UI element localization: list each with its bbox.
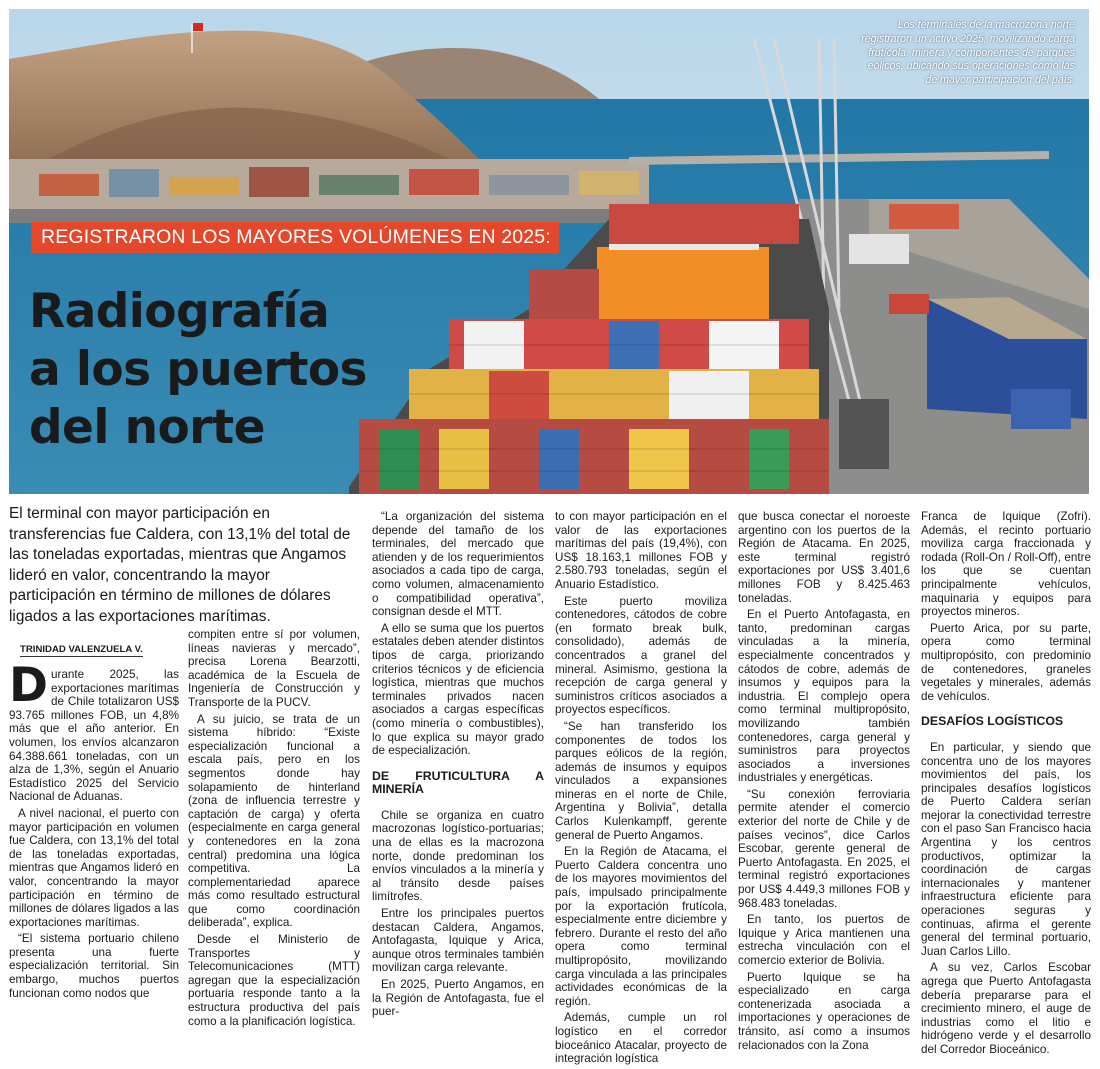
paragraph-text: urante 2025, las exportaciones marítimas de Chile totalizaron US$ 93.765 millones FOB, un 4,8% más que el año anterior. En volumen, los envíos alcanzaron 64.388.661 toneladas, con un alza de 1,3%, según el Anuario Estadístico 2025 del Servicio Nacional de Aduanas. bbox=[9, 668, 179, 804]
paragraph: A su vez, Carlos Escobar agrega que Puerto Antofagasta debería prepararse para el crecimiento minero, el auge de industrias como el litio e hidrógeno verde y el desarrollo del Corredor Bioceánico. bbox=[921, 961, 1091, 1056]
paragraph: compiten entre sí por volumen, líneas navieras y mercado”, precisa Lorena Bearzotti, académica de la Escuela de Ingeniería de Construcción y Transporte de la PUCV. bbox=[188, 628, 360, 709]
column-3 bbox=[372, 510, 544, 1022]
paragraph: “El sistema portuario chileno presenta una fuerte especialización territorial. Sin embargo, muchos puertos funcionan como nodos que bbox=[9, 932, 179, 1000]
paragraph: A ello se suma que los puertos estatales deben atender distintos tipos de carga, priorizando criterios técnicos y de eficiencia logística, mientras que muchos terminales privados nacen asociados a cargas específicas (como minería o combustibles), lo que explica su mayor grado de especialización. bbox=[372, 621, 544, 758]
column-2 bbox=[188, 628, 360, 1031]
paragraph: Además, cumple un rol logístico en el corredor bioceánico Atacalar, proyecto de integración logística bbox=[555, 1011, 727, 1066]
paragraph: Chile se organiza en cuatro macrozonas logístico-portuarias; una de ellas es la macrozona norte, donde predominan los envíos vinculados a la minería y al tránsito desde países limítrofes. bbox=[372, 808, 544, 904]
headline-line-3: del norte bbox=[29, 400, 265, 455]
paragraph: Este puerto moviliza contenedores, cátodos de cobre (en formato break bulk, consolidado), además de concentrados a granel del mineral. Asimismo, gestiona la recepción de carga general y suministros críticos asociados a proyectos específicos. bbox=[555, 594, 727, 717]
headline-line-1: Radiografía bbox=[29, 284, 330, 339]
headline-kicker: REGISTRARON LOS MAYORES VOLÚMENES EN 2025: bbox=[31, 222, 559, 253]
paragraph: Puerto Arica, por su parte, opera como terminal multipropósito, con predominio de contenedores, graneles vegetales y minerales, además de vehículos. bbox=[921, 621, 1091, 703]
column-4 bbox=[555, 510, 727, 1069]
paragraph: “Su conexión ferroviaria permite atender el comercio exterior del norte de Chile y de países vecinos”, dice Carlos Escobar, gerente general de Puerto Antofagasta. En 2025, el terminal registró exportaciones por US$ 4.449,3 millones FOB y 968.483 toneladas. bbox=[738, 787, 910, 910]
paragraph: A nivel nacional, el puerto con mayor participación en volumen fue Caldera, con 13,1% del total de las toneladas exportadas, mientras que Angamos lideró en valor, concentrando la mayor participación en término de millones de dólares ligados a las exportaciones marítimas. bbox=[9, 806, 179, 929]
paragraph: A su juicio, se trata de un sistema híbrido: “Existe especialización funcional a escala país, pero en los segmentos donde hay solapamiento de hinterland (zona de influencia terrestre y captación de carga) y oferta (especialmente en carga general y contenedores en la zona central) predomina una lógica competitiva. La complementariedad aparece más como resultado estructural que como coordinación deliberada”, explica. bbox=[188, 712, 360, 930]
paragraph: “Se han transferido los componentes de todos los parques eólicos de la región, además de insumos y equipos vinculados a expansiones mineras en el norte de Chile, Argentina y Bolivia”, detalla Carlos Kulenkampff, gerente general de Puerto Angamos. bbox=[555, 719, 727, 842]
section-heading: DE FRUTICULTURA A MINERÍA bbox=[372, 768, 544, 797]
paragraph: Entre los principales puertos destacan Caldera, Angamos, Antofagasta, Iquique y Arica, aunque otros terminales también movilizan carga relevante. bbox=[372, 907, 544, 975]
paragraph: Desde el Ministerio de Transportes y Telecomunicaciones (MTT) agregan que la especialización portuaria responde tanto a la estructura productiva del país como a la planificación logística. bbox=[188, 933, 360, 1028]
column-6 bbox=[921, 510, 1091, 1060]
column-5 bbox=[738, 510, 910, 1055]
lead-paragraph: El terminal con mayor participación en transferencias fue Caldera, con 13,1% del total de las toneladas exportadas, mientras que Angamos lideró en valor, concentrando la mayor participación en término de millones de dólares ligados a las exportaciones marítimas. bbox=[9, 505, 351, 625]
byline: TRINIDAD VALENZUELA V. bbox=[20, 644, 143, 655]
drop-cap: D bbox=[9, 658, 49, 713]
paragraph: Franca de Iquique (Zofri). Además, el recinto portuario moviliza carga fraccionada y rodada (Roll-On / Roll-Off), entre los que se cuentan principalmente vehículos, maquinaria y equipos para proyectos mineros. bbox=[921, 510, 1091, 619]
paragraph: to con mayor participación en el valor de las exportaciones marítimas del país (19,4%), con US$ 18.163,1 millones FOB y 2.580.793 toneladas, según el Anuario Estadístico. bbox=[555, 510, 727, 591]
paragraph: Puerto Iquique se ha especializado en carga contenerizada asociada a importaciones y operaciones de tránsito, así como a insumos relacionados con la Zona bbox=[738, 970, 910, 1052]
paragraph bbox=[9, 658, 179, 804]
port-photo bbox=[9, 9, 1089, 494]
paragraph: En la Región de Atacama, el Puerto Caldera concentra uno de los mayores movimientos del país, impulsado principalmente por la exportación frutícola, especialmente entre diciembre y febrero. Durante el resto del año opera como terminal multipropósito, movilizando carga vinculada a las principales actividades económicas de la región. bbox=[555, 845, 727, 1008]
paragraph: En el Puerto Antofagasta, en tanto, predominan cargas vinculadas a la minería, especialmente concentrados y cátodos de cobre, además de insumos y equipos para la industria. El complejo opera como terminal multipropósito, movilizando también contenedores, carga general y suministros para proyectos asociados a inversiones industriales y energéticas. bbox=[738, 608, 910, 785]
paragraph: En particular, y siendo que concentra uno de los mayores movimientos del país, los principales desafíos logísticos de Puerto Caldera serían mejorar la conectividad terrestre con el paso San Francisco hacia Argentina y los centros productivos, optimizar la coordinación de cargas internacionales y mantener infraestructura eficiente para operaciones seguras y continuas, afirma el gerente general del terminal portuario, Juan Carlos Lillo. bbox=[921, 740, 1091, 958]
paragraph: “La organización del sistema depende del tamaño de los terminales, del mercado que atienden y de los requerimientos asociados a cada tipo de carga, como volumen, almacenamiento o compatibilidad operativa”, consignan desde el MTT. bbox=[372, 510, 544, 619]
column-1 bbox=[9, 658, 179, 1003]
paragraph: En tanto, los puertos de Iquique y Arica mantienen una estrecha vinculación con el comercio exterior de Bolivia. bbox=[738, 913, 910, 967]
section-heading: DESAFÍOS LOGÍSTICOS bbox=[921, 714, 1064, 729]
headline bbox=[29, 283, 389, 457]
paragraph: que busca conectar el noroeste argentino con los puertos de la Región de Atacama. En 2025, este terminal registró exportaciones por US$ 3.401,6 millones FOB y 8.425.463 toneladas. bbox=[738, 510, 910, 605]
headline-line-2: a los puertos bbox=[29, 342, 367, 397]
paragraph: En 2025, Puerto Angamos, en la Región de Antofagasta, fue el puer- bbox=[372, 978, 544, 1019]
photo-caption: Los terminales de la macrozona norte registraron un activo 2025, movilizando carga frutícola, minera y componentes de parques eólicos, ubicando sus operaciones como las de mayor participación del país. bbox=[861, 19, 1075, 87]
